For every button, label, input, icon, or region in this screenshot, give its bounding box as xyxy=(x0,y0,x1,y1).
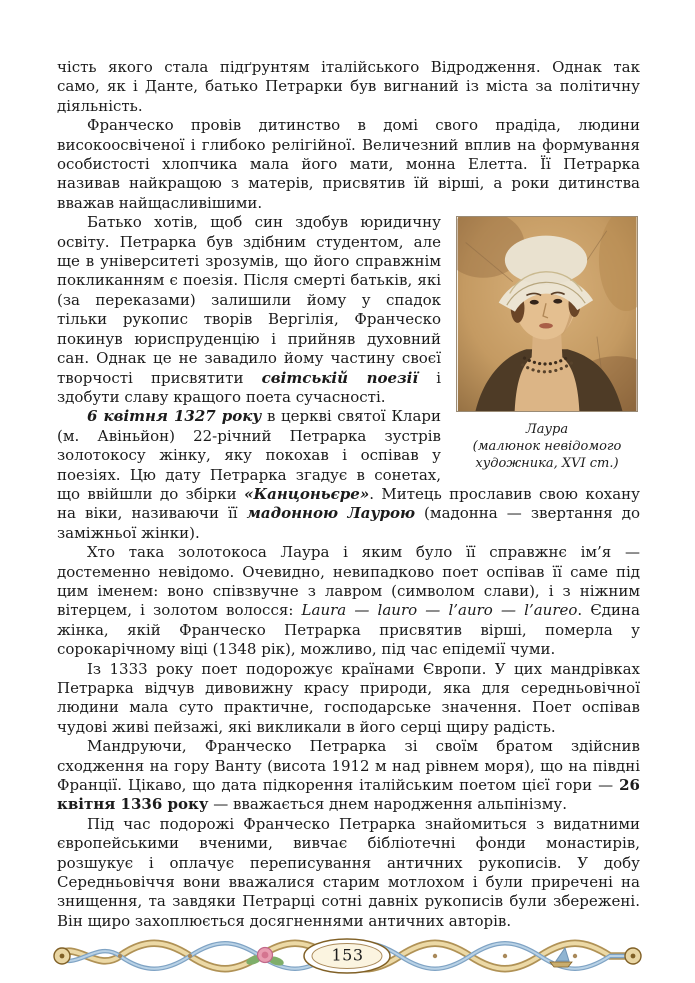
figure-caption xyxy=(454,421,640,472)
paragraph xyxy=(57,116,640,213)
text-run: Із 1333 року поет подорожує країнами Європи. У цих мандрівках Петрарка відчув дивовижну красу природи, яка для середньовічної людини мала суто практичне, господарське значення. Поет оспівав чудові живі пейзажі, які викликали в його серці щиру радість. xyxy=(57,659,640,736)
text-run: Мандруючи, Франческо Петрарка зі своїм братом здійснив сходження на гору Ванту (висота 1912 м над рівнем моря), що на півдні Франції. Цікаво, що дата підкорення італійським поетом цієї гори — xyxy=(57,737,640,795)
caption-credit-line2: художника, XVI ст.) xyxy=(475,456,619,472)
text-run: і здобути славу кращого поета сучасності. xyxy=(57,368,442,406)
text-run: в церкві святої Клари (м. Авіньйон) 22-річний Петрарка зустрів золотокосу жінку, яку покохав і оспівав у поезіях. Цю дату Петрарка згадує в сонетах, що ввійшли до збірки xyxy=(57,407,441,503)
footer-ornament xyxy=(50,935,645,977)
text-run: Laura — lauro — l’auro — l’aureo xyxy=(301,601,578,620)
text-run: чість якого стала підґрунтям італійського Відродження. Однак так само, як і Данте, батько Петрарки був вигнаний із міста за політичну діяльність. xyxy=(57,58,640,115)
text-run: Франческо провів дитинство в домі свого прадіда, людини високоосвіченої і глибоко релігійної. Величезний вплив на формування особистості хлопчика мала його мати, монна Елетта. Її Петрарка називав найкращою з матерів, присвятив їй вірші, а роки дитинства вважав найщасливішими. xyxy=(57,116,640,212)
page-number: 153 xyxy=(331,945,364,965)
text-run: «Канцоньєре» xyxy=(244,484,370,503)
text-run: мадонною Лаурою xyxy=(246,504,415,523)
text-column xyxy=(57,58,640,931)
text-run: 26 квітня 1336 року xyxy=(57,776,640,814)
figure-laura xyxy=(454,216,640,472)
paragraph xyxy=(57,543,640,659)
text-run: Хто така золотокоса Лаура і яким було її справжнє ім’я — достеменно невідомо. Очевидно, невипадково поет оспівав її саме під цим іменем: воно співзвучне з лавром (символом слави), і з ніжним вітерцем, і золотом волосся: xyxy=(57,543,640,620)
paragraph xyxy=(57,737,640,815)
text-run: Батько хотів, щоб син здобув юридичну освіту. Петрарка був здібним студентом, але ще в університеті зрозумів, що його справжнім покликанням є поезія. Після смерті батьків, які (за переказами) залишили йому у спадок тільки рукопис творів Вергілія, Франческо покинув юриспруденцію і прийняв духовний сан. Однак це не завадило йому частину своєї творчості присвятити xyxy=(57,213,441,387)
paragraph xyxy=(57,58,640,116)
laura-eyes xyxy=(530,300,539,305)
text-run: — вважається днем народження альпінізму. xyxy=(208,795,567,814)
laura-mouth xyxy=(539,323,553,328)
laura-portrait-image xyxy=(456,216,638,412)
text-run: Під час подорожі Франческо Петрарка знайомиться з видатними європейськими вченими, вивчає бібліотечні фонди монастирів, розшукує і оплачує переписування античних рукописів. У добу Середньовіччя вони вважалися старим мотлохом і були приречені на знищення, та завдяки Петрарці сотні давніх рукописів були збережені. Він щиро захоплюється досягненнями античних авторів. xyxy=(57,814,640,930)
paragraph xyxy=(57,660,640,738)
caption-credit-line1: (малюнок невідомого xyxy=(472,439,622,455)
paragraph xyxy=(57,815,640,931)
text-run: 6 квітня 1327 року xyxy=(87,407,262,426)
text-run: . Митець прославив свою кохану на віки, називаючи її xyxy=(57,484,640,523)
caption-title: Лаура xyxy=(525,422,569,438)
text-run: . Єдина жінка, якій Франческо Петрарка присвятив вірші, померла у сорокарічному віці (1348 рік), можливо, під час епідемії чуми. xyxy=(57,601,640,659)
text-run: (мадонна — звертання до заміжньої жінки). xyxy=(57,504,640,542)
text-run: світській поезії xyxy=(261,368,419,387)
